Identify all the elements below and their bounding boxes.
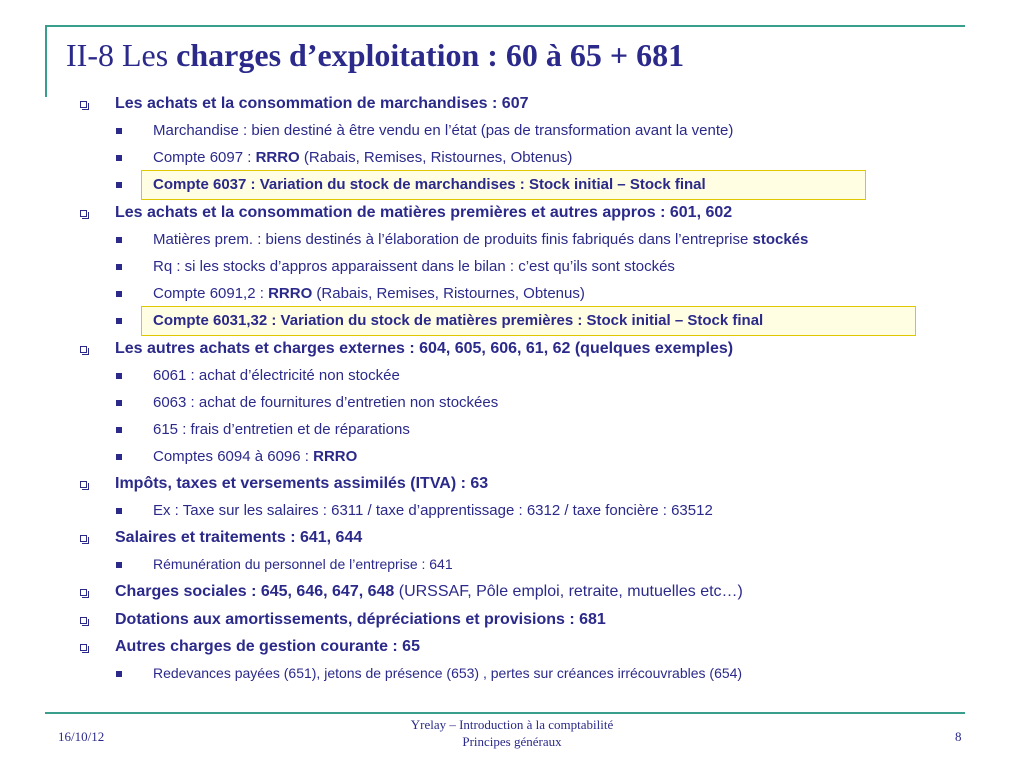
filled-square-bullet-icon: [116, 291, 122, 297]
square-bullet-icon: [80, 101, 87, 108]
bullet-heading: [115, 474, 488, 494]
bullet-heading: [115, 203, 732, 223]
bullet-subitem: [153, 148, 572, 167]
bullet-text: Rémunération du personnel de l’entreprise : 641: [153, 556, 453, 572]
footer-divider: [45, 712, 965, 714]
bullet-subitem: [153, 555, 453, 574]
bullet-text: Redevances payées (651), jetons de présence (653) , pertes sur créances irrécouvrables (654): [153, 665, 743, 681]
bullet-text: Charges sociales : 645, 646, 647, 648: [115, 583, 395, 600]
square-bullet-icon: [80, 535, 87, 542]
bullet-subitem: [153, 664, 742, 683]
filled-square-bullet-icon: [116, 318, 122, 324]
bullet-bold: stockés: [752, 231, 809, 248]
bullet-subitem: [153, 501, 713, 520]
bullet-post: (Rabais, Remises, Ristournes, Obtenus): [299, 149, 573, 166]
bullet-text: Rq : si les stocks d’appros apparaissent dans le bilan : c’est qu’ils sont stockés: [153, 258, 675, 275]
bullet-text: Compte 6037 : Variation du stock de marchandises : Stock initial – Stock final: [153, 176, 706, 193]
bullet-subitem: [153, 121, 733, 140]
filled-square-bullet-icon: [116, 671, 122, 677]
square-bullet-icon: [80, 210, 87, 217]
bullet-bold: RRRO: [313, 448, 358, 465]
footer-subtitle: Principes généraux: [462, 734, 562, 749]
bullet-pre: Compte 6091,2 :: [153, 285, 269, 302]
bullet-subitem: [153, 420, 410, 439]
bullet-bold: RRRO: [268, 285, 313, 302]
square-bullet-icon: [80, 481, 87, 488]
filled-square-bullet-icon: [116, 237, 122, 243]
bullet-text: Les achats et la consommation de marchandises : 607: [115, 95, 529, 112]
bullet-text: Ex : Taxe sur les salaires : 6311 / taxe d’apprentissage : 6312 / taxe foncière : 63512: [153, 502, 713, 519]
filled-square-bullet-icon: [116, 182, 122, 188]
bullet-subitem: [153, 257, 675, 276]
bullet-subitem: [153, 284, 585, 303]
filled-square-bullet-icon: [116, 427, 122, 433]
footer-page-number: 8: [955, 729, 962, 744]
bullet-text: Autres charges de gestion courante : 65: [115, 638, 420, 655]
filled-square-bullet-icon: [116, 264, 122, 270]
square-bullet-icon: [80, 346, 87, 353]
bullet-heading: [115, 637, 420, 657]
bullet-heading: [115, 582, 743, 602]
bullet-text: Les achats et la consommation de matières premières et autres appros : 601, 602: [115, 204, 733, 221]
bullet-pre: Comptes 6094 à 6096 :: [153, 448, 314, 465]
filled-square-bullet-icon: [116, 373, 122, 379]
bullet-post: (URSSAF, Pôle emploi, retraite, mutuelles etc…): [394, 583, 743, 600]
bullet-heading: [115, 339, 733, 359]
bullet-subitem: [153, 175, 706, 194]
bullet-subitem: [153, 393, 498, 412]
bullet-pre: Matières prem. : biens destinés à l’élaboration de produits finis fabriqués dans l’entreprise: [153, 231, 753, 248]
bullet-heading: [115, 94, 529, 114]
bullet-pre: Compte 6097 :: [153, 149, 256, 166]
bullet-text: 615 : frais d’entretien et de réparations: [153, 421, 410, 438]
bullet-subitem: [153, 311, 763, 330]
bullet-bold: RRRO: [255, 149, 300, 166]
bullet-text: Impôts, taxes et versements assimilés (ITVA) : 63: [115, 475, 489, 492]
bullet-text: Marchandise : bien destiné à être vendu en l’état (pas de transformation avant la vente): [153, 122, 734, 139]
bullet-text: Dotations aux amortissements, dépréciations et provisions : 681: [115, 611, 606, 628]
square-bullet-icon: [80, 589, 87, 596]
square-bullet-icon: [80, 644, 87, 651]
bullet-text: Salaires et traitements : 641, 644: [115, 529, 363, 546]
filled-square-bullet-icon: [116, 562, 122, 568]
bullet-heading: [115, 610, 606, 630]
filled-square-bullet-icon: [116, 508, 122, 514]
slide-title-bold: charges d’exploitation : 60 à 65 + 681: [176, 37, 685, 73]
filled-square-bullet-icon: [116, 155, 122, 161]
bullet-subitem: [153, 366, 400, 385]
square-bullet-icon: [80, 617, 87, 624]
footer-center: [0, 716, 1024, 750]
bullet-text: 6063 : achat de fournitures d’entretien non stockées: [153, 394, 499, 411]
bullet-text: 6061 : achat d’électricité non stockée: [153, 367, 400, 384]
bullet-text: Compte 6031,32 : Variation du stock de matières premières : Stock initial – Stock final: [153, 312, 764, 329]
bullet-post: (Rabais, Remises, Ristournes, Obtenus): [312, 285, 585, 302]
bullet-heading: [115, 528, 362, 548]
bullet-subitem: [153, 230, 808, 249]
footer-course-title: Yrelay – Introduction à la comptabilité: [410, 717, 614, 732]
filled-square-bullet-icon: [116, 128, 122, 134]
filled-square-bullet-icon: [116, 400, 122, 406]
footer-date: 16/10/12: [58, 729, 105, 744]
bullet-text: Les autres achats et charges externes : 604, 605, 606, 61, 62 (quelques exemples): [115, 340, 734, 357]
slide-title-prefix: II-8 Les: [66, 37, 177, 73]
bullet-subitem: [153, 447, 357, 466]
filled-square-bullet-icon: [116, 454, 122, 460]
